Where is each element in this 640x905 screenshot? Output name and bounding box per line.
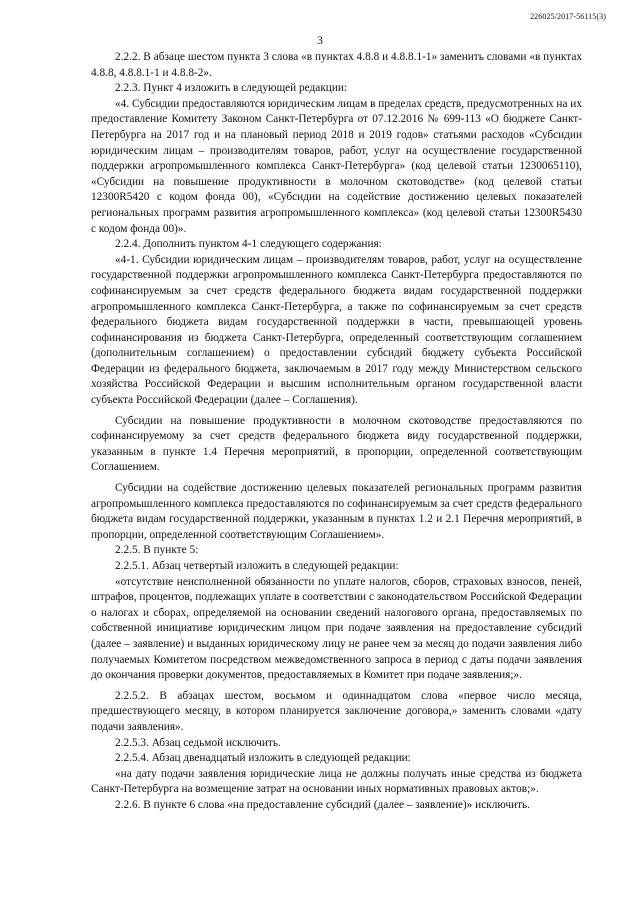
paragraph-2-2-5-2: 2.2.5.2. В абзацах шестом, восьмом и одиннадцатом слова «первое число месяца, предшествующего месяцу, в котором планируется заключение договора,» заменить словами «дату подачи заявления».	[91, 689, 582, 733]
paragraph-point-4-1-text: «4-1. Субсидии юридическим лицам – производителям товаров, работ, услуг на осуществление государственной поддержки агропромышленного комплекса Санкт-Петербурга предоставляются по софинансируемым за счет средств федерального бюджета видам государственной поддержки агропромышленного комплекса Санкт-Петербурга, а также по софинансируемым за счет средств федерального бюджета видам государственной поддержки в части, превышающей уровень софинансирования из бюджета Санкт-Петербурга, определенный соответствующим соглашением (дополнительным соглашением) о предоставлении субсидий бюджету субъекта Российской Федерации из федерального бюджета, заключаемым в 2017 году между Министерством сельского хозяйства Российской Федерации и высшим исполнительным органом государственной власти субъекта Российской Федерации (далее – Соглашения).	[91, 253, 582, 407]
paragraph-2-2-5: 2.2.5. В пункте 5:	[115, 544, 199, 557]
page-number: 3	[317, 35, 323, 47]
paragraph-2-2-4: 2.2.4. Дополнить пунктом 4-1 следующего содержания:	[115, 238, 382, 251]
paragraph-2-2-5-1: 2.2.5.1. Абзац четвертый изложить в следующей редакции:	[115, 560, 399, 572]
paragraph-application-date-text: «на дату подачи заявления юридические лица не должны получать иные средства из бюджета Санкт-Петербурга на возмещение затрат на основании иных нормативных правовых актов;».	[91, 767, 582, 796]
paragraph-tax-obligation-text: «отсутствие неисполненной обязанности по уплате налогов, сборов, страховых взносов, пеней, штрафов, процентов, подлежащих уплате в соответствии с законодательством Российской Федерации о налогах и сборах, определяемой на основании сведений налогового органа, предоставляемых по собственной инициативе юридическим лицом при подаче заявления на предоставление субсидий (далее – заявление) и выданных юридическому лицу не ранее чем за месяц до подачи заявления либо получаемых Комитетом посредством межведомственного запроса в период с даты подачи заявления до окончания проверки документов, предоставляемых в Комитет при подаче заявления;».	[91, 575, 582, 682]
paragraph-2-2-5-3: 2.2.5.3. Абзац седьмой исключить.	[115, 736, 281, 749]
paragraph-2-2-3: 2.2.3. Пункт 4 изложить в следующей редакции:	[115, 82, 348, 95]
paragraph-2-2-6: 2.2.6. В пункте 6 слова «на предоставление субсидий (далее – заявление)» исключить.	[115, 798, 530, 811]
paragraph-2-2-5-4: 2.2.5.4. Абзац двенадцатый изложить в следующей редакции:	[115, 752, 411, 765]
document-body	[91, 50, 582, 814]
paragraph-dairy-subsidies: Субсидии на повышение продуктивности в молочном скотоводстве предоставляются по софинансируемому за счет средств федерального бюджета виду государственной поддержки, указанным в пункте 1.4 Перечня мероприятий, в пропорции, определенной соответствующим Соглашением.	[91, 414, 582, 474]
paragraph-regional-programs-subsidies: Субсидии на содействие достижению целевых показателей региональных программ развития агропромышленного комплекса предоставляются по софинансируемым за счет средств федерального бюджета видам государственной поддержки, указанным в пунктах 1.2 и 2.1 Перечня мероприятий, в пропорции, определенной соответствующим Соглашением».	[91, 482, 582, 541]
paragraph-2-2-2: 2.2.2. В абзаце шестом пункта 3 слова «в пунктах 4.8.8 и 4.8.8.1-1» заменить словами «в пунктах 4.8.8, 4.8.8.1-1 и 4.8.8-2».	[91, 51, 582, 79]
registration-number: 226025/2017-56115(3)	[530, 12, 606, 21]
paragraph-point-4-text: «4. Субсидии предоставляются юридическим лицам в пределах средств, предусмотренных на их предоставление Комитету Законом Санкт-Петербурга от 07.12.2016 № 699-113 «О бюджете Санкт-Петербурга на 2017 год и на плановый период 2018 и 2019 годов» статьями расходов «Субсидии юридическим лицам – производителям товаров, работ, услуг на осуществление государственной поддержки агропромышленного комплекса Санкт-Петербурга» (код целевой статьи 1230065110), «Субсидии на повышение продуктивности в молочном скотоводстве» (код целевой статьи 12300R5420 с кодом фонда 00), «Субсидии на содействие достижению целевых показателей региональных программ развития агропромышленного комплекса» (код целевой статьи 12300R5430 с кодом фонда 00)».	[91, 97, 582, 235]
